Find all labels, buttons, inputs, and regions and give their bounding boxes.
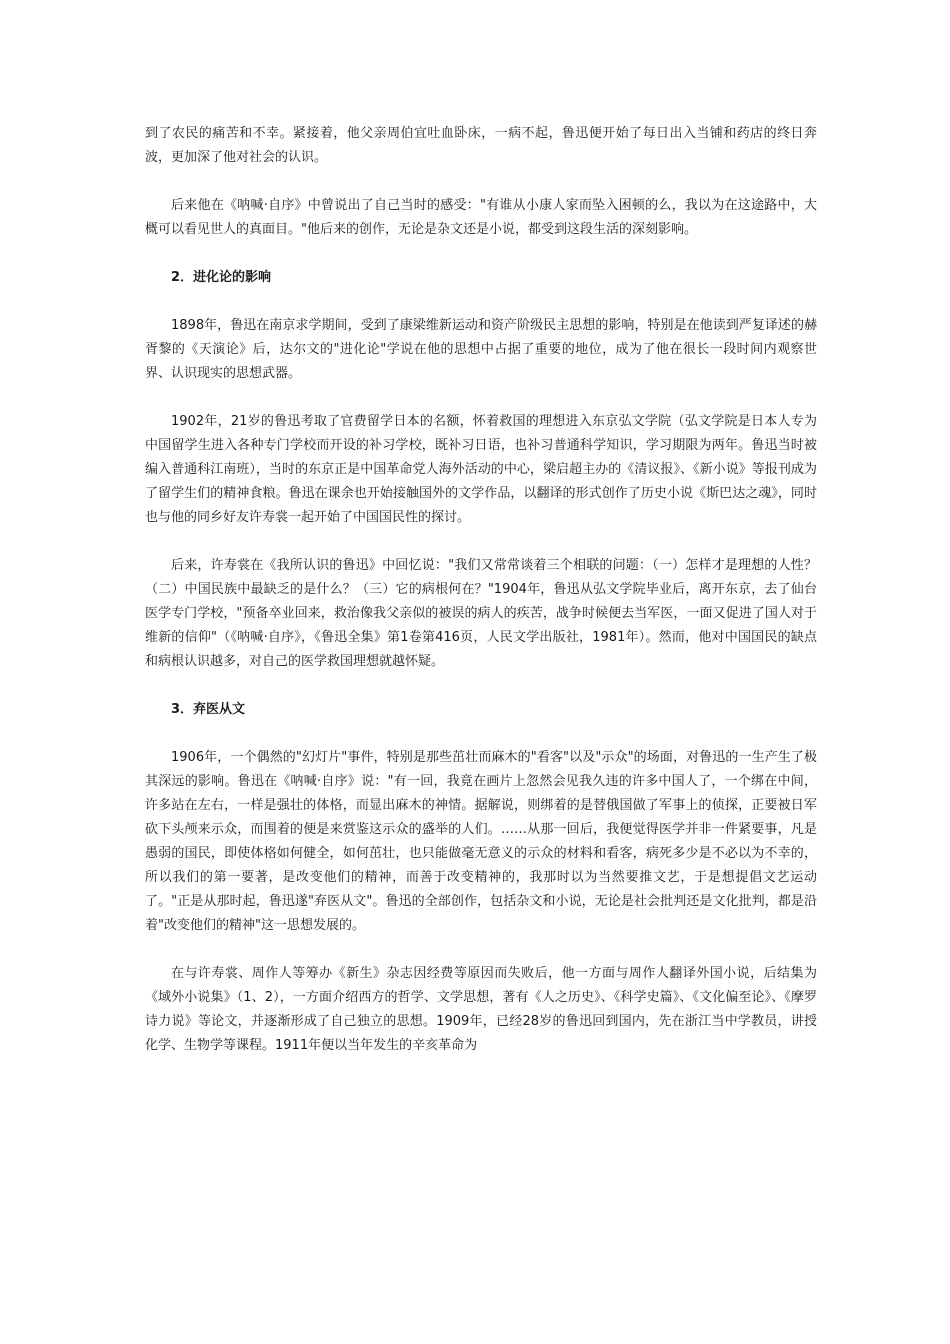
paragraph: 后来他在《呐喊·自序》中曾说出了自己当时的感受："有谁从小康人家而坠入困顿的么，我以为在这途路中，大概可以看见世人的真面目。"他后来的创作，无论是杂文还是小说，都受到这段生活的深刻影响。 — [145, 198, 817, 237]
document-page — [145, 122, 817, 1082]
section-heading: 3．弃医从文 — [171, 702, 246, 717]
section-heading: 2．进化论的影响 — [171, 270, 272, 285]
paragraph: 到了农民的痛苦和不幸。紧接着，他父亲周伯宜吐血卧床，一病不起，鲁迅便开始了每日出入当铺和药店的终日奔波，更加深了他对社会的认识。 — [145, 126, 817, 165]
paragraph: 1898年，鲁迅在南京求学期间，受到了康梁维新运动和资产阶级民主思想的影响，特别是在他读到严复译述的赫胥黎的《天演论》后，达尔文的"进化论"学说在他的思想中占据了重要的地位，成为了他在很长一段时间内观察世界、认识现实的思想武器。 — [145, 318, 817, 381]
paragraph: 1906年，一个偶然的"幻灯片"事件，特别是那些茁壮而麻木的"看客"以及"示众"的场面，对鲁迅的一生产生了极其深远的影响。鲁迅在《呐喊·自序》说："有一回，我竟在画片上忽然会见我久违的许多中国人了，一个绑在中间，许多站在左右，一样是强壮的体格，而显出麻木的神情。据解说，则绑着的是替俄国做了军事上的侦探，正要被日军砍下头颅来示众，而围着的便是来赏鉴这示众的盛举的人们。……从那一回后，我便觉得医学并非一件紧要事，凡是愚弱的国民，即使体格如何健全，如何茁壮，也只能做毫无意义的示众的材料和看客，病死多少是不必以为不幸的，所以我们的第一要著，是改变他们的精神，而善于改变精神的，我那时以为当然要推文艺，于是想提倡文艺运动了。"正是从那时起，鲁迅遂"弃医从文"。鲁迅的全部创作，包括杂文和小说，无论是社会批判还是文化批判，都是沿着"改变他们的精神"这一思想发展的。 — [145, 750, 817, 933]
paragraph: 后来，许寿裳在《我所认识的鲁迅》中回忆说："我们又常常谈着三个相联的问题：（一）怎样才是理想的人性？（二）中国民族中最缺乏的是什么？（三）它的病根何在？"1904年，鲁迅从弘文学院毕业后，离开东京，去了仙台医学专门学校，"预备卒业回来，救治像我父亲似的被误的病人的疾苦，战争时候便去当军医，一面又促进了国人对于维新的信仰"（《呐喊·自序》，《鲁迅全集》第1卷第416页，人民文学出版社，1981年）。然而，他对中国国民的缺点和病根认识越多，对自己的医学救国理想就越怀疑。 — [145, 558, 817, 669]
paragraph: 1902年，21岁的鲁迅考取了官费留学日本的名额，怀着救国的理想进入东京弘文学院（弘文学院是日本人专为中国留学生进入各种专门学校而开设的补习学校，既补习日语，也补习普通科学知识，学习期限为两年。鲁迅当时被编入普通科江南班），当时的东京正是中国革命党人海外活动的中心，梁启超主办的《清议报》、《新小说》等报刊成为了留学生们的精神食粮。鲁迅在课余也开始接触国外的文学作品，以翻译的形式创作了历史小说《斯巴达之魂》，同时也与他的同乡好友许寿裳一起开始了中国国民性的探讨。 — [145, 414, 817, 525]
paragraph: 在与许寿裳、周作人等筹办《新生》杂志因经费等原因而失败后，他一方面与周作人翻译外国小说，后结集为《域外小说集》（1、2），一方面介绍西方的哲学、文学思想，著有《人之历史》、《科学史篇》、《文化偏至论》、《摩罗诗力说》等论文，并逐渐形成了自己独立的思想。1909年，已经28岁的鲁迅回到国内，先在浙江当中学教员，讲授化学、生物学等课程。1911年便以当年发生的辛亥革命为 — [145, 966, 817, 1053]
